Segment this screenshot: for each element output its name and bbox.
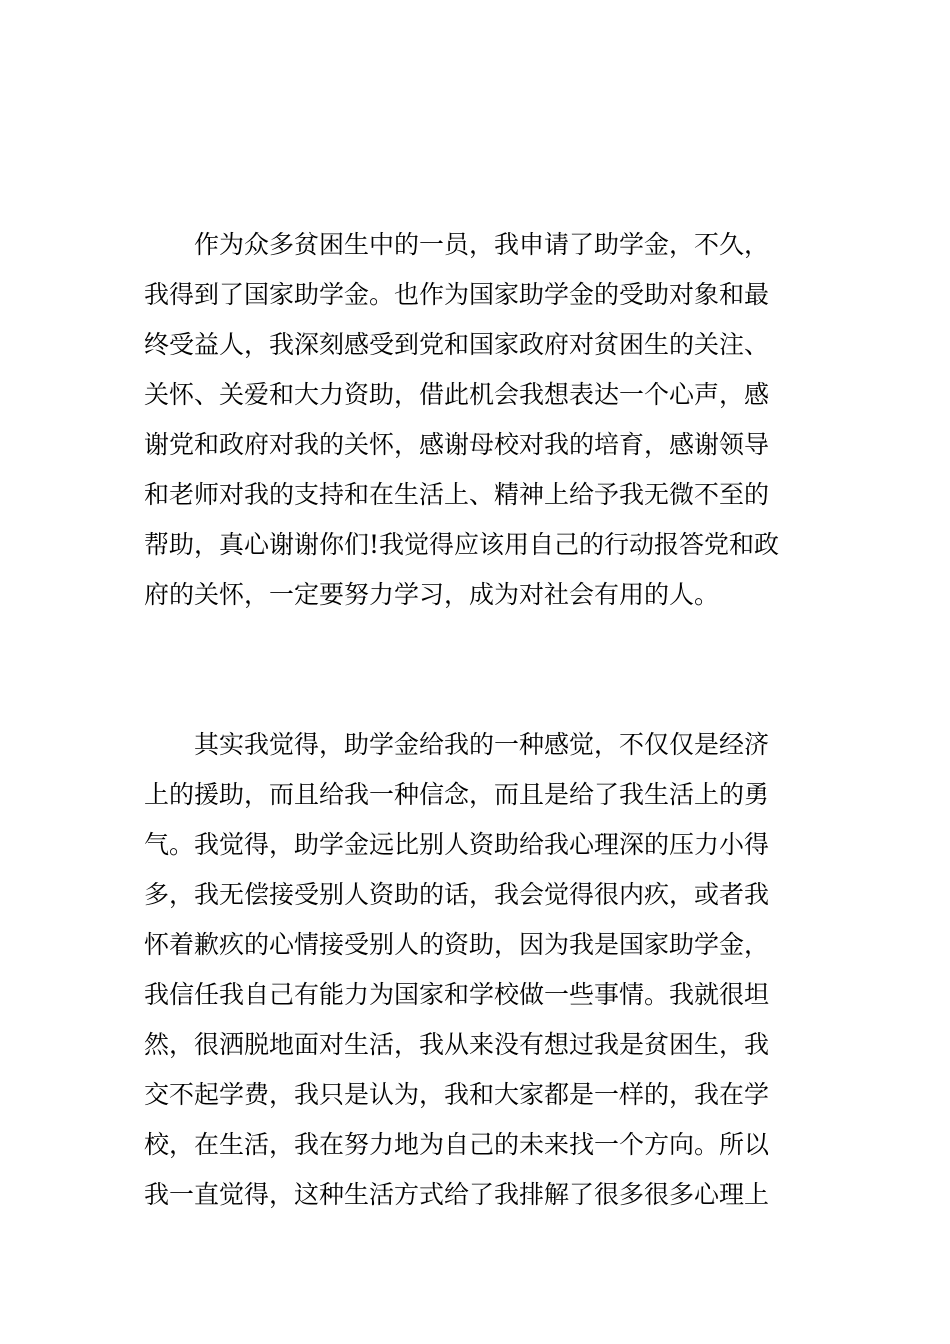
text-line: 和老师对我的支持和在生活上、精神上给予我无微不至的 — [144, 480, 770, 509]
text-line: 我得到了国家助学金。也作为国家助学金的受助对象和最 — [144, 280, 770, 309]
text-line: 其实我觉得，助学金给我的一种感觉，不仅仅是经济 — [194, 730, 770, 759]
paragraph-1 — [144, 220, 806, 620]
text-line: 终受益人，我深刻感受到党和国家政府对贫困生的关注、 — [144, 330, 770, 359]
text-line: 帮助，真心谢谢你们!我觉得应该用自己的行动报答党和政 — [144, 530, 780, 559]
text-line: 我一直觉得，这种生活方式给了我排解了很多很多心理上 — [144, 1180, 770, 1209]
text-line: 我信任我自己有能力为国家和学校做一些事情。我就很坦 — [144, 980, 770, 1009]
text-line: 怀着歉疚的心情接受别人的资助，因为我是国家助学金， — [144, 930, 770, 959]
text-line: 然，很洒脱地面对生活，我从来没有想过我是贫困生，我 — [144, 1030, 770, 1059]
text-line: 校，在生活，我在努力地为自己的未来找一个方向。所以 — [144, 1130, 770, 1159]
text-line: 气。我觉得，助学金远比别人资助给我心理深的压力小得 — [144, 830, 770, 859]
text-line: 关怀、关爱和大力资助，借此机会我想表达一个心声，感 — [144, 380, 770, 409]
text-line: 府的关怀，一定要努力学习，成为对社会有用的人。 — [144, 580, 720, 609]
text-line: 交不起学费，我只是认为，我和大家都是一样的，我在学 — [144, 1080, 770, 1109]
text-line: 作为众多贫困生中的一员，我申请了助学金，不久， — [194, 230, 770, 259]
text-line: 上的援助，而且给我一种信念，而且是给了我生活上的勇 — [144, 780, 770, 809]
text-line: 多，我无偿接受别人资助的话，我会觉得很内疚，或者我 — [144, 880, 770, 909]
paragraph-2 — [144, 720, 806, 1220]
text-line: 谢党和政府对我的关怀，感谢母校对我的培育，感谢领导 — [144, 430, 770, 459]
